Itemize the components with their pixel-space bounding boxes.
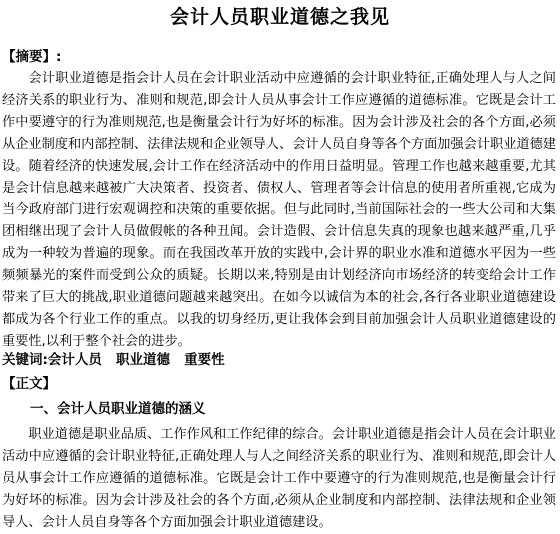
abstract-paragraph: 会计职业道德是指会计人员在会计职业活动中应遵循的会计职业特征,正确处理人与人之间经济关系的职业行为、准则和规范,即会计人员从事会计工作应遵循的道德标准。它既是会计工作中要遵守的行为准则规范,也是衡量会计行为好坏的标准。因为会计涉及社会的各个方面,必须从企业制度和内部控制、法律法规和企业领导人、会计人员自身等各个方面加强会计职业道德建设。随着经济的快速发展,会计工作在经济活动中的作用日益明显。管理工作也越来越重要,尤其是会计信息越来越被广大决策者、投资者、债权人、管理者等会计信息的使用者所重视,它成为当今政府部门进行宏观调控和决策的重要依据。但与此同时,当前国际社会的一些大公司和大集团相继出现了会计人员做假帐的各种丑闻。会计造假、会计信息失真的现象也越来越严重,几乎成为一种较为普遍的现象。而在我国改革开放的实践中,会计界的职业水准和道德水平因为一些频频暴光的案件而受到公众的质疑。长期以来,特别是由计划经济向市场经济的转变给会计工作带来了巨大的挑战,职业道德问题越来越突出。在如今以诚信为本的社会,各行各业职业道德建设都成为各个行业工作的重点。以我的切身经历,更让我体会到目前加强会计人员职业道德建设的重要性,以利于整个社会的进步。 [2, 71, 556, 349]
body-heading: 【正文】 [2, 376, 56, 392]
keywords-line: 关键词:会计人员 职业道德 重要性 [2, 352, 225, 368]
abstract-heading: 【摘要】: [2, 49, 62, 65]
document-title: 会计人员职业道德之我见 [169, 6, 390, 28]
section-1-heading: 一、会计人员职业道德的涵义 [30, 401, 206, 417]
section-1-paragraph: 职业道德是职业品质、工作作风和工作纪律的综合。会计职业道德是指会计人员在会计职业活动中应遵循的会计职业特征,正确处理人与人之间经济关系的职业行为、准则和规范,即会计人员从事会计工作应遵循的道德标准。它既是会计工作中要遵守的行为准则规范,也是衡量会计行为好坏的标准。因为会计涉及社会的各个方面,必须从企业制度和内部控制、法律法规和企业领导人、会计人员自身等各个方面加强会计职业道德建设。 [2, 427, 556, 530]
